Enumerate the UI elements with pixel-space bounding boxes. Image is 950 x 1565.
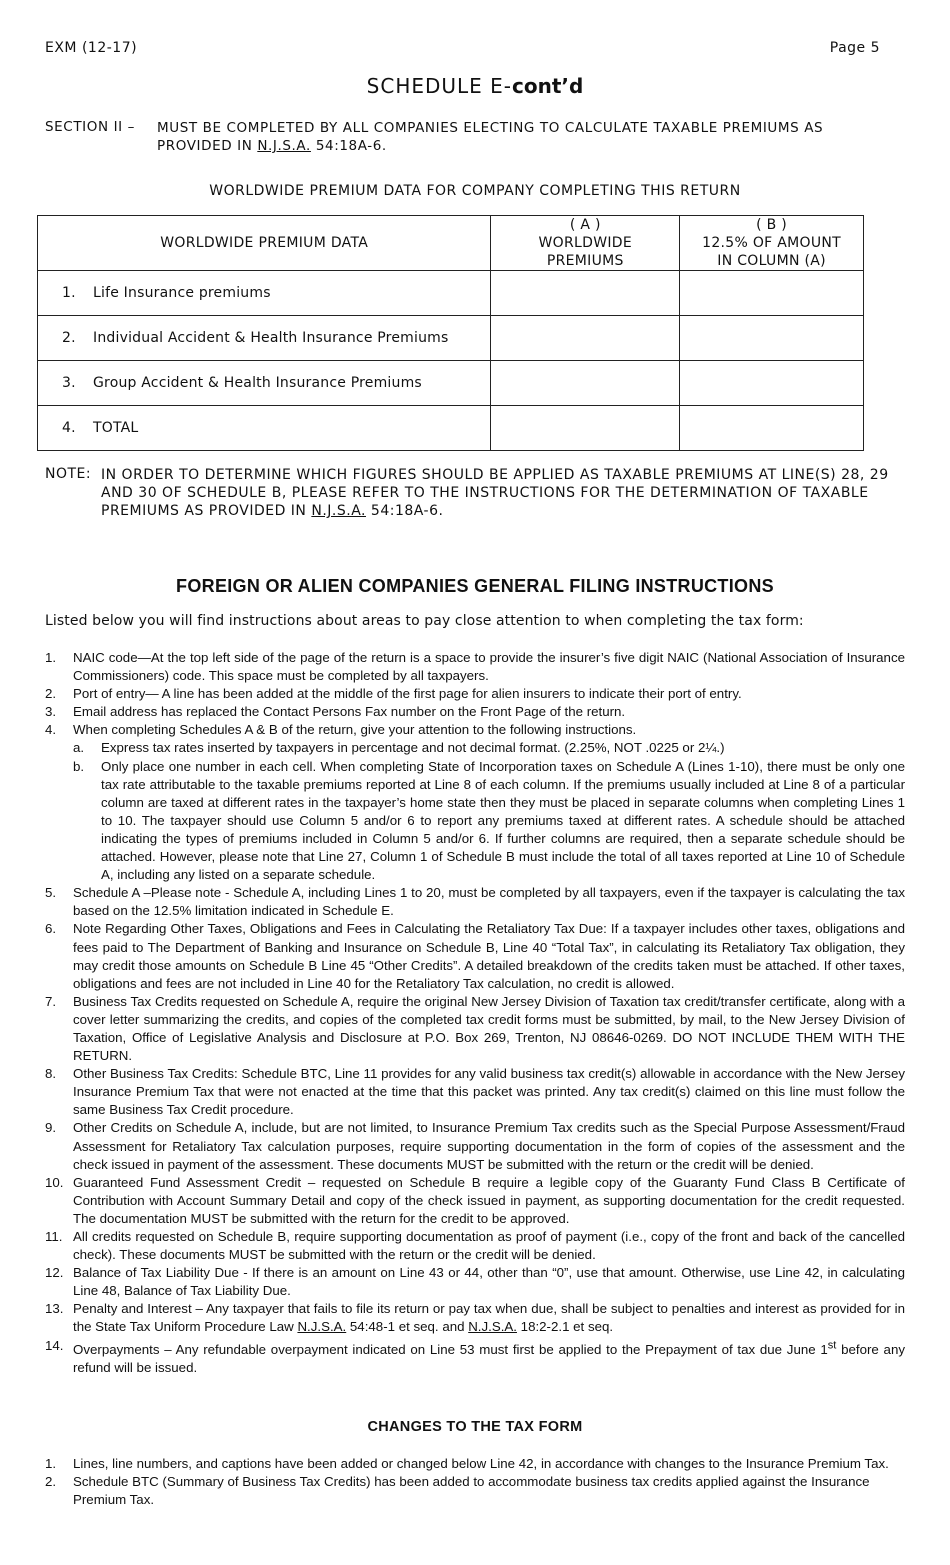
table-caption: WORLDWIDE PREMIUM DATA FOR COMPANY COMPLETING THIS RETURN xyxy=(209,183,741,199)
item-text xyxy=(73,1301,905,1334)
item-text-b: before any refund will be issued. xyxy=(73,1341,905,1376)
item-number: 1. xyxy=(45,650,57,665)
row-text: Individual Accident & Health Insurance Premiums xyxy=(93,330,449,346)
item-text: Schedule BTC (Summary of Business Tax Credits) has been added to accommodate business tax credits applied against the Insurance Premium Tax. xyxy=(73,1474,870,1508)
list-item xyxy=(45,1119,905,1173)
note-label: NOTE: xyxy=(45,466,92,482)
row-colA-cell[interactable] xyxy=(491,316,680,361)
item-number: 4. xyxy=(45,722,57,738)
form-id: EXM (12-17) xyxy=(45,40,138,56)
table-header-row xyxy=(38,216,864,271)
item-text-c: 18:2-2.1 et seq. xyxy=(516,1319,614,1335)
item-number: 8. xyxy=(45,1066,57,1082)
changes-title: CHANGES TO THE TAX FORM xyxy=(367,1419,583,1435)
list-item xyxy=(45,685,905,703)
list-item xyxy=(45,993,905,1065)
list-item xyxy=(45,1473,905,1509)
colA-line2: PREMIUMS xyxy=(546,253,624,269)
sub-item-text: Express tax rates inserted by taxpayers in percentage and not decimal format. (2.25%, NOT .0225 or 2¼.) xyxy=(101,740,725,756)
item-text: NAIC code—At the top left side of the page of the return is a space to provide the insurer’s five digit NAIC (National Association of Insurance Commissioners) code. This space must be completed by all taxpayers. xyxy=(73,650,905,684)
item-text: Other Business Tax Credits: Schedule BTC, Line 11 provides for any valid business tax credit(s) allowable in accordance with the New Jersey Insurance Premium Tax that were not enacted at the time that this packet was printed. Any tax credit(s) claimed on this line must follow the same Business Tax Credit procedure. xyxy=(73,1066,905,1118)
intro-text: Listed below you will find instructions about areas to pay close attention to when completing the tax form: xyxy=(45,613,804,629)
colB-header xyxy=(680,216,864,271)
colB-line2: IN COLUMN (A) xyxy=(717,253,826,269)
title-bold: cont’d xyxy=(512,74,584,98)
list-item xyxy=(45,1174,905,1228)
row-label xyxy=(38,361,491,406)
row-colA-cell[interactable] xyxy=(491,271,680,316)
colB-letter: ( B ) xyxy=(756,217,788,233)
item-number: 2. xyxy=(45,1474,57,1490)
col0-header: WORLDWIDE PREMIUM DATA xyxy=(38,216,491,271)
title-prefix: SCHEDULE E- xyxy=(366,74,513,98)
list-item xyxy=(45,703,905,721)
row-colA-cell[interactable] xyxy=(491,406,680,451)
row-colB-cell[interactable] xyxy=(680,406,864,451)
list-item xyxy=(45,1300,905,1336)
note-text-a: IN ORDER TO DETERMINE WHICH FIGURES SHOULD BE APPLIED AS TAXABLE PREMIUMS AT LINE(S) 28, 29 AND 30 OF SCHEDULE B, PLEASE REFER TO THE INSTRUCTIONS FOR THE DETERMINATION OF TAXABLE PREMIUMS AS PROVIDED IN xyxy=(101,467,889,519)
sub-list-item xyxy=(73,758,905,885)
item-number: 1. xyxy=(45,1456,57,1471)
statute-ref: N.J.S.A. xyxy=(297,1319,347,1335)
item-text-a: Overpayments – Any refundable overpayment indicated on Line 53 must first be applied to the Prepayment of tax due June 1 xyxy=(73,1341,828,1357)
row-label xyxy=(38,316,491,361)
note-text xyxy=(101,466,911,520)
note-statute: N.J.S.A. xyxy=(311,503,366,519)
item-number: 12. xyxy=(45,1265,64,1281)
sub-list-item xyxy=(73,739,905,757)
item-number: 13. xyxy=(45,1301,64,1317)
colA-letter: ( A ) xyxy=(569,217,601,233)
item-number: 5. xyxy=(45,885,57,901)
premium-table xyxy=(37,215,864,451)
sub-list xyxy=(73,739,905,884)
list-item xyxy=(45,1065,905,1119)
list-item xyxy=(45,1337,905,1378)
item-number: 9. xyxy=(45,1120,57,1136)
item-text: Guaranteed Fund Assessment Credit – requested on Schedule B require a legible copy of the Guaranty Fund Class B Certificate of Contribution with Account Summary Detail and copy of the check issued in payment, as supporting documentation for the credit requested. The documentation MUST be submitted with the return for the credit to be approved. xyxy=(73,1174,905,1226)
item-text: Note Regarding Other Taxes, Obligations and Fees in Calculating the Retaliatory Tax Due: If a taxpayer includes other taxes, obligations and fees paid to The Department of Banking and Insurance on Schedule B, Line 40 “Total Tax”, in calculating its Retaliatory Tax obligation, they may credit those amounts on Schedule B Line 45 “Other Credits”. A detailed breakdown of the credits taken must be attached. If other taxes, obligations and fees are not included in Line 40 for the Retaliatory Tax calculation, no credit is allowed. xyxy=(73,921,905,991)
table-row xyxy=(38,316,864,361)
colB-line1: 12.5% OF AMOUNT xyxy=(702,235,842,251)
list-item xyxy=(45,1455,905,1473)
colA-line1: WORLDWIDE xyxy=(538,235,632,251)
item-number: 7. xyxy=(45,993,57,1009)
row-label xyxy=(38,271,491,316)
item-number: 10. xyxy=(45,1174,64,1190)
section-text xyxy=(157,119,877,155)
row-number: 3. xyxy=(62,375,76,391)
item-number: 11. xyxy=(45,1229,63,1244)
table-row xyxy=(38,361,864,406)
row-text: Group Accident & Health Insurance Premiums xyxy=(93,375,422,391)
sub-item-letter: b. xyxy=(73,758,85,774)
section-text-b: 54:18A-6. xyxy=(310,138,387,154)
item-text xyxy=(73,1339,905,1376)
row-text: Life Insurance premiums xyxy=(93,285,271,301)
item-text: Other Credits on Schedule A, include, but are not limited, to Insurance Premium Tax credits such as the Special Purpose Assessment/Fraud Assessment for Retaliatory Tax calculation purposes, require supporting documentation in the form of copies of the assessment and the check issued in payment of the assessment. These documents MUST be submitted with the return or the credit will be denied. xyxy=(73,1120,905,1172)
list-item xyxy=(45,649,905,685)
list-item xyxy=(45,884,905,920)
section-statute: N.J.S.A. xyxy=(257,138,311,154)
item-text: When completing Schedules A & B of the return, give your attention to the following instructions. xyxy=(73,722,637,738)
ordinal-suffix: st xyxy=(827,1339,837,1352)
row-colA-cell[interactable] xyxy=(491,361,680,406)
item-number: 6. xyxy=(45,921,57,937)
item-text: Port of entry— A line has been added at the middle of the first page for alien insurers to indicate their port of entry. xyxy=(73,686,742,702)
changes-list xyxy=(45,1455,905,1509)
page-title xyxy=(0,74,950,98)
list-item xyxy=(45,920,905,992)
statute-ref: N.J.S.A. xyxy=(468,1319,517,1335)
filing-instructions-title: FOREIGN OR ALIEN COMPANIES GENERAL FILING INSTRUCTIONS xyxy=(176,576,774,596)
row-number: 2. xyxy=(62,330,76,346)
item-text-b: 54:48-1 et seq. and xyxy=(346,1319,469,1335)
list-item xyxy=(45,1264,905,1300)
table-row xyxy=(38,406,864,451)
row-colB-cell[interactable] xyxy=(680,361,864,406)
item-text: Schedule A –Please note - Schedule A, including Lines 1 to 20, must be completed by all taxpayers, even if the taxpayer is calculating the tax based on the 12.5% limitation indicated in Schedule E. xyxy=(73,885,905,919)
item-number: 2. xyxy=(45,686,57,702)
row-colB-cell[interactable] xyxy=(680,316,864,361)
sub-item-letter: a. xyxy=(73,740,85,756)
item-text-a: Penalty and Interest – Any taxpayer that fails to file its return or pay tax when due, shall be subject to penalties and interest as provided for in the State Tax Uniform Procedure Law xyxy=(73,1301,905,1335)
note-text-b: 54:18A-6. xyxy=(365,503,444,519)
item-text: Balance of Tax Liability Due - If there is an amount on Line 43 or 44, other than “0”, use that amount. Otherwise, use Line 42, in calculating Line 48, Balance of Tax Liability Due. xyxy=(73,1265,905,1299)
table-row xyxy=(38,271,864,316)
list-item xyxy=(45,721,905,884)
section-label: SECTION II – xyxy=(45,119,135,135)
instructions-list xyxy=(45,649,905,1377)
item-text: All credits requested on Schedule B, require supporting documentation as proof of payment (i.e., copy of the front and back of the cancelled check). These documents MUST be submitted with the return or the credit will be denied. xyxy=(73,1229,905,1263)
item-number: 3. xyxy=(45,704,57,720)
item-text: Lines, line numbers, and captions have been added or changed below Line 42, in accordance with changes to the Insurance Premium Tax. xyxy=(73,1456,889,1471)
row-text: TOTAL xyxy=(93,420,139,436)
row-number: 4. xyxy=(62,420,76,436)
item-text: Business Tax Credits requested on Schedule A, require the original New Jersey Division of Taxation tax credit/transfer certificate, along with a cover letter summarizing the credits, and copies of the completed tax credit forms must be submitted, by mail, to the New Jersey Division of Taxation, Office of Legislative Analysis and Disclosure at P.O. Box 269, Trenton, NJ 08646-0269. DO NOT INCLUDE THEM WITH THE RETURN. xyxy=(73,993,905,1064)
colA-header xyxy=(491,216,680,271)
row-label xyxy=(38,406,491,451)
row-colB-cell[interactable] xyxy=(680,271,864,316)
page-number: Page 5 xyxy=(829,40,880,56)
item-number: 14. xyxy=(45,1337,64,1353)
list-item xyxy=(45,1228,905,1264)
row-number: 1. xyxy=(62,285,76,301)
sub-item-text: Only place one number in each cell. When completing State of Incorporation taxes on Schedule A (Lines 1-10), there must be only one tax rate attributable to the taxable premiums reported at Line 8 of each column. If the premiums usually included at Line 8 of a particular column are taxed at different rates in the taxpayer’s home state then they must be placed in separate columns when completing Lines 1 to 10. The taxpayer should use Column 5 and/or 6 to report any premiums taxed at different rates. A schedule should be attached indicating the types of premiums included in Column 5 and/or 6. If further columns are required, then a separate schedule should be attached. However, please note that Line 27, Column 1 of Schedule B must include the total of all taxes reported at Line 10 of Schedule A, including any listed on a separate schedule. xyxy=(101,758,905,883)
section-text-a: MUST BE COMPLETED BY ALL COMPANIES ELECTING TO CALCULATE TAXABLE PREMIUMS AS PROVIDED IN xyxy=(157,120,824,154)
item-text: Email address has replaced the Contact Persons Fax number on the Front Page of the return. xyxy=(73,704,626,720)
